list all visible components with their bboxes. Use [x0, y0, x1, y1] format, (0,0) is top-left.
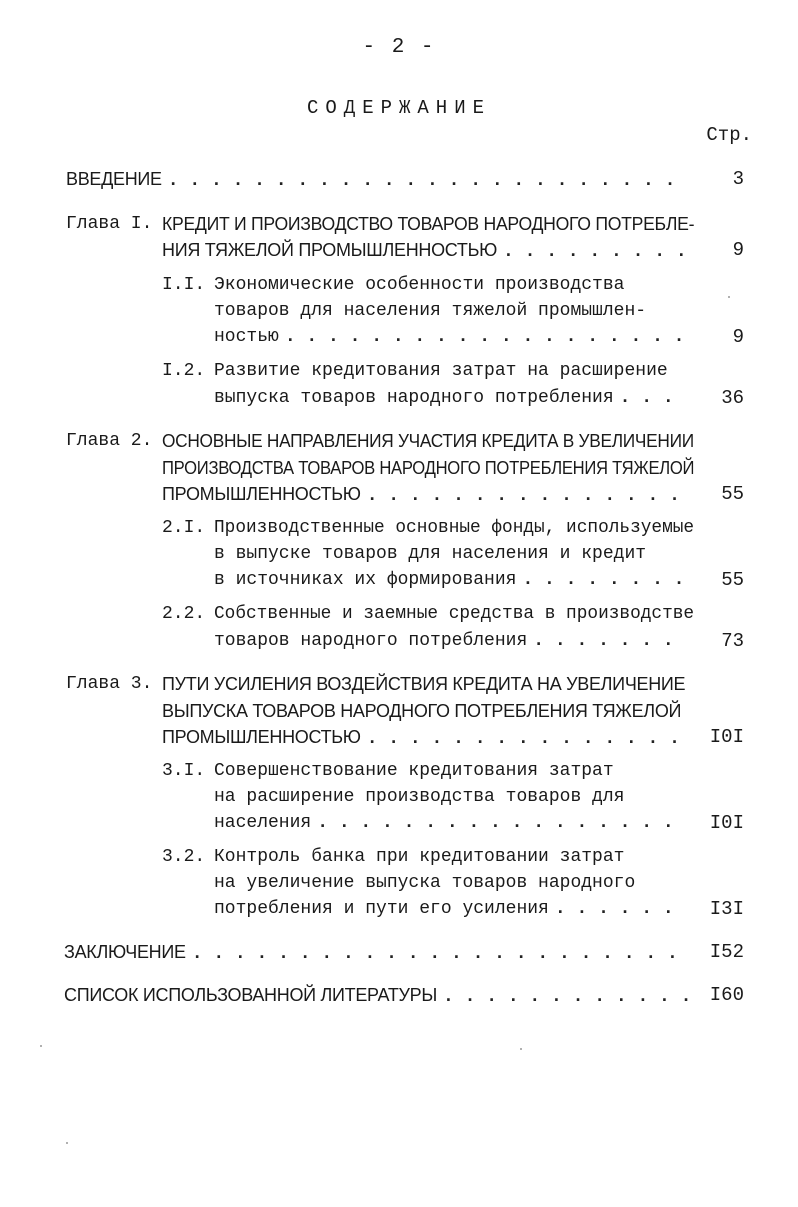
toc-page-number: I0I [709, 812, 744, 834]
toc-page-number: I0I [709, 726, 744, 748]
dot-leader [367, 728, 688, 750]
dot-leader [317, 812, 688, 834]
toc-entry-title: ЗАКЛЮЧЕНИЕ [64, 942, 186, 962]
page-number: - 2 - [362, 36, 436, 59]
toc-page-number: 73 [721, 630, 744, 652]
chapter-title-text: ПРОМЫШЛЕННОСТЬЮ [162, 727, 361, 747]
section-title-text: ностью [214, 327, 279, 347]
section-title-line: на увеличение выпуска товаров народного [214, 873, 636, 893]
chapter-title-line: КРЕДИТ И ПРОИЗВОДСТВО ТОВАРОВ НАРОДНОГО ПОТРЕБЛЕ- [162, 214, 695, 234]
toc-page-number: 9 [732, 326, 744, 348]
section-title-line: Контроль банка при кредитовании затрат [214, 847, 625, 867]
dot-leader [192, 943, 688, 965]
toc-entry-intro [66, 168, 694, 192]
section-title-line [214, 387, 694, 409]
toc-entry-references [64, 984, 694, 1008]
page-title: СОДЕРЖАНИЕ [306, 97, 492, 119]
section-number: 2.2. [162, 604, 206, 624]
toc-entry-title: ВВЕДЕНИЕ [66, 169, 162, 189]
section-title-text: в источниках их формирования [214, 570, 517, 590]
dot-leader [285, 326, 688, 348]
chapter-title-line: ОСНОВНЫЕ НАПРАВЛЕНИЯ УЧАСТИЯ КРЕДИТА В УВЕЛИЧЕНИИ [162, 431, 694, 451]
section-title-line: Совершенствование кредитования затрат [214, 761, 614, 781]
section-title-line: Производственные основные фонды, используемые [214, 518, 695, 538]
section-title-line: Экономические особенности производства [214, 275, 625, 295]
chapter-title-line: ВЫПУСКА ТОВАРОВ НАРОДНОГО ПОТРЕБЛЕНИЯ ТЯЖЕЛОЙ [162, 701, 682, 721]
chapter-label: Глава 3. [66, 674, 153, 694]
toc-page-number: 36 [721, 387, 744, 409]
chapter-label: Глава 2. [66, 431, 153, 451]
chapter-title-text: НИЯ ТЯЖЕЛОЙ ПРОМЫШЛЕННОСТЬЮ [162, 240, 497, 260]
chapter-title-line: ПРОИЗВОДСТВА ТОВАРОВ НАРОДНОГО ПОТРЕБЛЕНИЯ ТЯЖЕЛОЙ [162, 458, 695, 478]
section-title-line [214, 569, 694, 591]
chapter-label: Глава I. [66, 214, 153, 234]
toc-page-number: 55 [721, 569, 744, 591]
toc-entry-conclusion [64, 941, 694, 965]
toc-page-number: I52 [709, 941, 744, 963]
section-number: 2.I. [162, 518, 206, 538]
section-number: I.I. [162, 275, 206, 295]
dot-leader [533, 630, 688, 652]
section-title-line [214, 630, 694, 652]
section-title-text: выпуска товаров народного потребления [214, 388, 614, 408]
dot-leader [522, 569, 688, 591]
section-title-line [214, 812, 694, 834]
section-title-text: населения [214, 813, 312, 833]
toc-page-number: 9 [732, 239, 744, 261]
toc-page-number: 55 [721, 483, 744, 505]
dot-leader [443, 986, 688, 1008]
section-number: 3.I. [162, 761, 206, 781]
dot-leader [620, 387, 688, 409]
chapter-title-line: ПУТИ УСИЛЕНИЯ ВОЗДЕЙСТВИЯ КРЕДИТА НА УВЕЛИЧЕНИЕ [162, 674, 686, 694]
section-title-text: товаров народного потребления [214, 631, 528, 651]
chapter-title-line [162, 483, 694, 507]
dot-leader [168, 170, 688, 192]
section-title-line [214, 898, 694, 920]
section-title-line: Развитие кредитования затрат на расширение [214, 361, 668, 381]
section-number: 3.2. [162, 847, 206, 867]
toc-page-number: I60 [709, 984, 744, 1006]
chapter-title-text: ПРОМЫШЛЕННОСТЬЮ [162, 484, 361, 504]
section-title-line: в выпуске товаров для населения и кредит [214, 544, 647, 564]
toc-page-number: I3I [709, 898, 744, 920]
scan-speck [520, 1048, 522, 1050]
scan-speck [40, 1045, 42, 1047]
dot-leader [503, 241, 688, 263]
chapter-title-line [162, 239, 694, 263]
scan-speck [728, 296, 730, 298]
section-title-line: Собственные и заемные средства в производстве [214, 604, 695, 624]
page-column-label: Стр. [706, 124, 752, 146]
section-title-line: на расширение производства товаров для [214, 787, 625, 807]
dot-leader [367, 485, 688, 507]
chapter-title-line [162, 726, 694, 750]
toc-entry-title: СПИСОК ИСПОЛЬЗОВАННОЙ ЛИТЕРАТУРЫ [64, 985, 438, 1005]
section-number: I.2. [162, 361, 206, 381]
section-title-line [214, 326, 694, 348]
toc-page-number: 3 [732, 168, 744, 190]
section-title-line: товаров для населения тяжелой промышлен- [214, 301, 647, 321]
scan-speck [66, 1142, 68, 1144]
dot-leader [555, 898, 688, 920]
section-title-text: потребления и пути его усиления [214, 899, 549, 919]
